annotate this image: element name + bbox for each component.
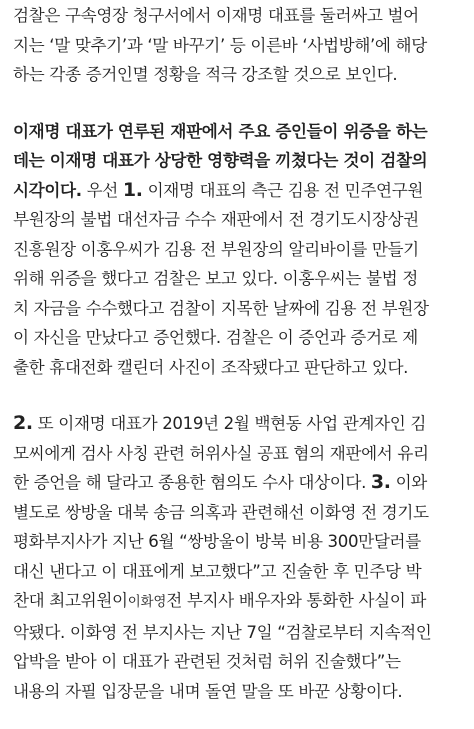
text-line: 평화부지사가 지난 6월 “쌍방울이 방북 비용 300만달러를 <box>13 532 421 551</box>
text-line: 하는 각종 증거인멸 정황을 적극 강조할 것으로 보인다. <box>13 65 398 84</box>
text-line: 이 자신을 만났다고 증언했다. 검찰은 이 증언과 증거로 제 <box>13 328 418 347</box>
text-line: 지는 ‘말 맞추기’과 ‘말 바꾸기’ 등 이른바 ‘사법방해’에 해당 <box>13 35 427 55</box>
text-line: 대신 낸다고 이 대표에게 보고했다”고 진술한 후 민주당 박 <box>13 561 422 581</box>
text-line: 악됐다. 이화영 전 부지사는 지난 7일 “검찰로부터 지속적인 <box>13 622 432 642</box>
text: 이재명 대표의 측근 김용 전 민주연구원 <box>142 180 424 200</box>
text-line: 압박을 받아 이 대표가 관련된 것처럼 허위 진술했다”는 <box>13 652 401 671</box>
text: 우선 <box>81 180 123 200</box>
bold-text-line: 데는 이재명 대표가 상당한 영향력을 끼쳤다는 것이 검찰의 <box>13 151 428 170</box>
text-line: 진흥원장 이홍우씨가 김용 전 부원장의 알리바이를 만들기 <box>13 239 419 259</box>
text: 이와 <box>390 473 427 492</box>
list-number-1: 1. <box>122 178 143 201</box>
small-text: 이화영 <box>127 594 167 610</box>
text-line: 모씨에게 검사 사칭 관련 허위사실 공표 혐의 재판에서 유리 <box>13 443 429 463</box>
text-line: 검찰은 구속영장 청구서에서 이재명 대표를 둘러싸고 벌어 <box>13 6 419 25</box>
text-line: 위해 위증을 했다고 검찰은 보고 있다. 이홍우씨는 불법 정 <box>13 269 418 288</box>
text: 전 부지사 배우자와 통화한 사실이 파 <box>166 591 427 610</box>
text-line: 별도로 쌍방울 대북 송금 의혹과 관련해선 이화영 전 경기도 <box>13 502 429 522</box>
text-line <box>13 468 466 498</box>
text: 한 증언을 해 달라고 종용한 혐의도 수사 대상이다. <box>13 473 371 492</box>
paragraph-2 <box>13 117 466 383</box>
list-number-2: 2. <box>13 412 33 434</box>
text-line: 출한 휴대전화 캘린더 사진이 조작됐다고 판단하고 있다. <box>13 357 409 377</box>
text-line <box>13 176 466 206</box>
bold-text-line: 이재명 대표가 연루된 재판에서 주요 증인들이 위증을 하는 <box>13 121 428 141</box>
text: 찬대 최고위원이 <box>13 591 128 610</box>
text-line: 내용의 자필 입장문을 내며 돌연 말을 또 바꾼 상황이다. <box>13 681 403 701</box>
paragraph-3 <box>13 409 466 706</box>
text-line: 부원장의 불법 대선자금 수수 재판에서 전 경기도시장상권 <box>13 210 419 229</box>
list-number-3: 3. <box>370 471 391 493</box>
text-line <box>13 409 466 439</box>
text-line <box>13 586 466 618</box>
text-line: 치 자금을 수수했다고 검찰이 지목한 날짜에 김용 전 부원장 <box>13 298 429 318</box>
paragraph-1 <box>13 0 466 90</box>
text: 또 이재명 대표가 2019년 2월 백현동 사업 관계자인 김 <box>32 414 427 433</box>
bold-text: 시각이다. <box>13 180 82 200</box>
